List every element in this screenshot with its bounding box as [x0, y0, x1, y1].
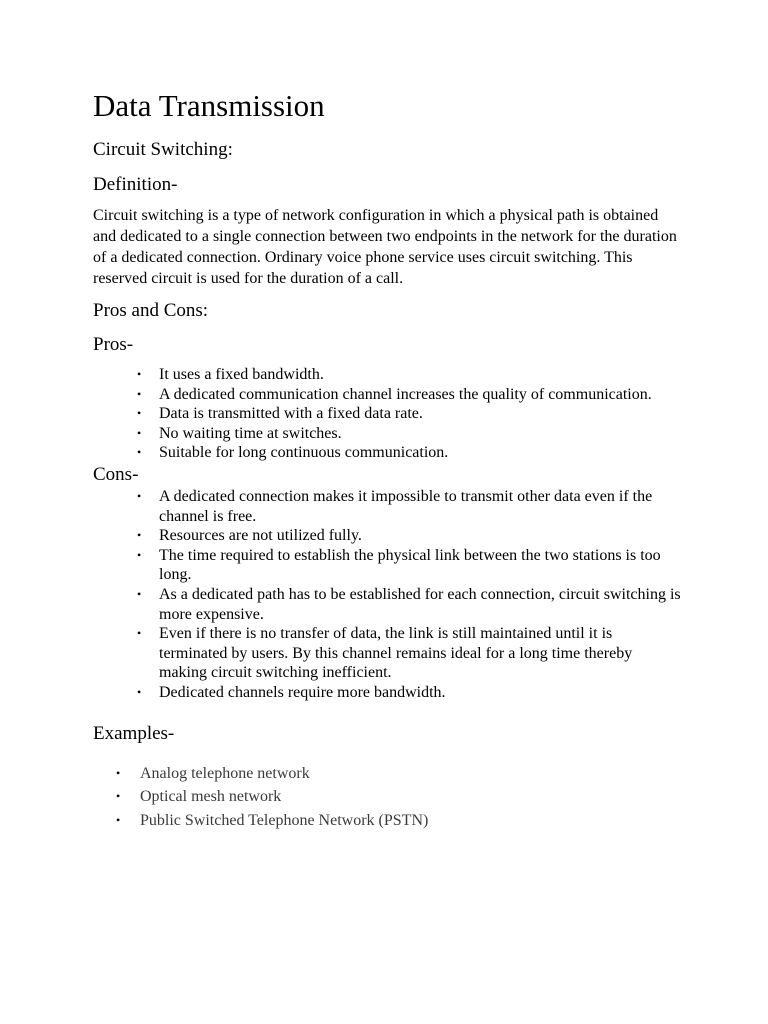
- bullet-icon: •: [137, 528, 142, 543]
- list-item-text: As a dedicated path has to be established for each connection, circuit switching is more expensive.: [159, 585, 681, 623]
- list-item-text: Analog telephone network: [140, 764, 310, 782]
- list-item: [137, 546, 683, 585]
- list-item-text: Even if there is no transfer of data, the link is still maintained until it is terminated by users. By this channel remains ideal for a long time thereby making circuit switching inefficient.: [159, 625, 633, 682]
- bullet-icon: •: [137, 386, 142, 401]
- list-item-text: Suitable for long continuous communication.: [159, 444, 449, 462]
- examples-list: [93, 762, 683, 833]
- list-item: [137, 487, 683, 526]
- list-item-text: No waiting time at switches.: [159, 424, 342, 442]
- bullet-icon: •: [137, 586, 142, 601]
- cons-heading: Cons-: [93, 463, 139, 485]
- section-heading-circuit-switching: Circuit Switching:: [93, 139, 233, 160]
- list-item: [116, 809, 683, 833]
- bullet-icon: •: [137, 367, 142, 381]
- list-item-text: A dedicated connection makes it impossible to transmit other data even if the channel is free.: [159, 487, 653, 525]
- bullet-icon: •: [137, 425, 142, 440]
- pros-and-cons-heading: Pros and Cons:: [93, 300, 209, 321]
- list-item: [137, 385, 683, 405]
- list-item: [137, 443, 683, 463]
- bullet-icon: •: [137, 445, 142, 460]
- list-item-text: Public Switched Telephone Network (PSTN): [140, 811, 429, 829]
- bullet-icon: •: [116, 789, 121, 803]
- list-item-text: Resources are not utilized fully.: [159, 527, 362, 545]
- bullet-icon: •: [137, 684, 142, 699]
- list-item-text: The time required to establish the physical link between the two stations is too long.: [159, 546, 661, 584]
- list-item: [137, 526, 683, 546]
- examples-heading: Examples-: [93, 722, 175, 744]
- cons-list: [93, 487, 683, 703]
- page-title: Data Transmission: [93, 88, 325, 123]
- document-page: [93, 86, 683, 832]
- list-item: [137, 404, 683, 424]
- list-item: [137, 424, 683, 444]
- definition-paragraph: Circuit switching is a type of network configuration in which a physical path is obtained and dedicated to a single connection between two endpoints in the network for the duration of a dedicated connection. Ordinary voice phone service uses circuit switching. This reserved circuit is used for the duration of a call.: [93, 207, 677, 287]
- definition-heading: Definition-: [93, 174, 178, 195]
- list-item: [137, 624, 683, 683]
- list-item: [116, 785, 683, 809]
- list-item: [116, 762, 683, 786]
- list-item: [137, 585, 683, 624]
- list-item-text: It uses a fixed bandwidth.: [159, 366, 324, 383]
- bullet-icon: •: [137, 547, 142, 562]
- list-item-text: Optical mesh network: [140, 788, 282, 805]
- pros-heading: Pros-: [93, 334, 134, 355]
- pros-list: [93, 365, 683, 463]
- bullet-icon: •: [137, 488, 142, 503]
- bullet-icon: •: [116, 812, 121, 827]
- list-item-text: Data is transmitted with a fixed data rate.: [159, 405, 423, 423]
- list-item: [137, 683, 683, 703]
- list-item-text: Dedicated channels require more bandwidth.: [159, 683, 446, 701]
- bullet-icon: •: [116, 765, 121, 780]
- list-item-text: A dedicated communication channel increases the quality of communication.: [159, 385, 652, 403]
- bullet-icon: •: [137, 626, 142, 641]
- bullet-icon: •: [137, 406, 142, 421]
- list-item: [137, 365, 683, 385]
